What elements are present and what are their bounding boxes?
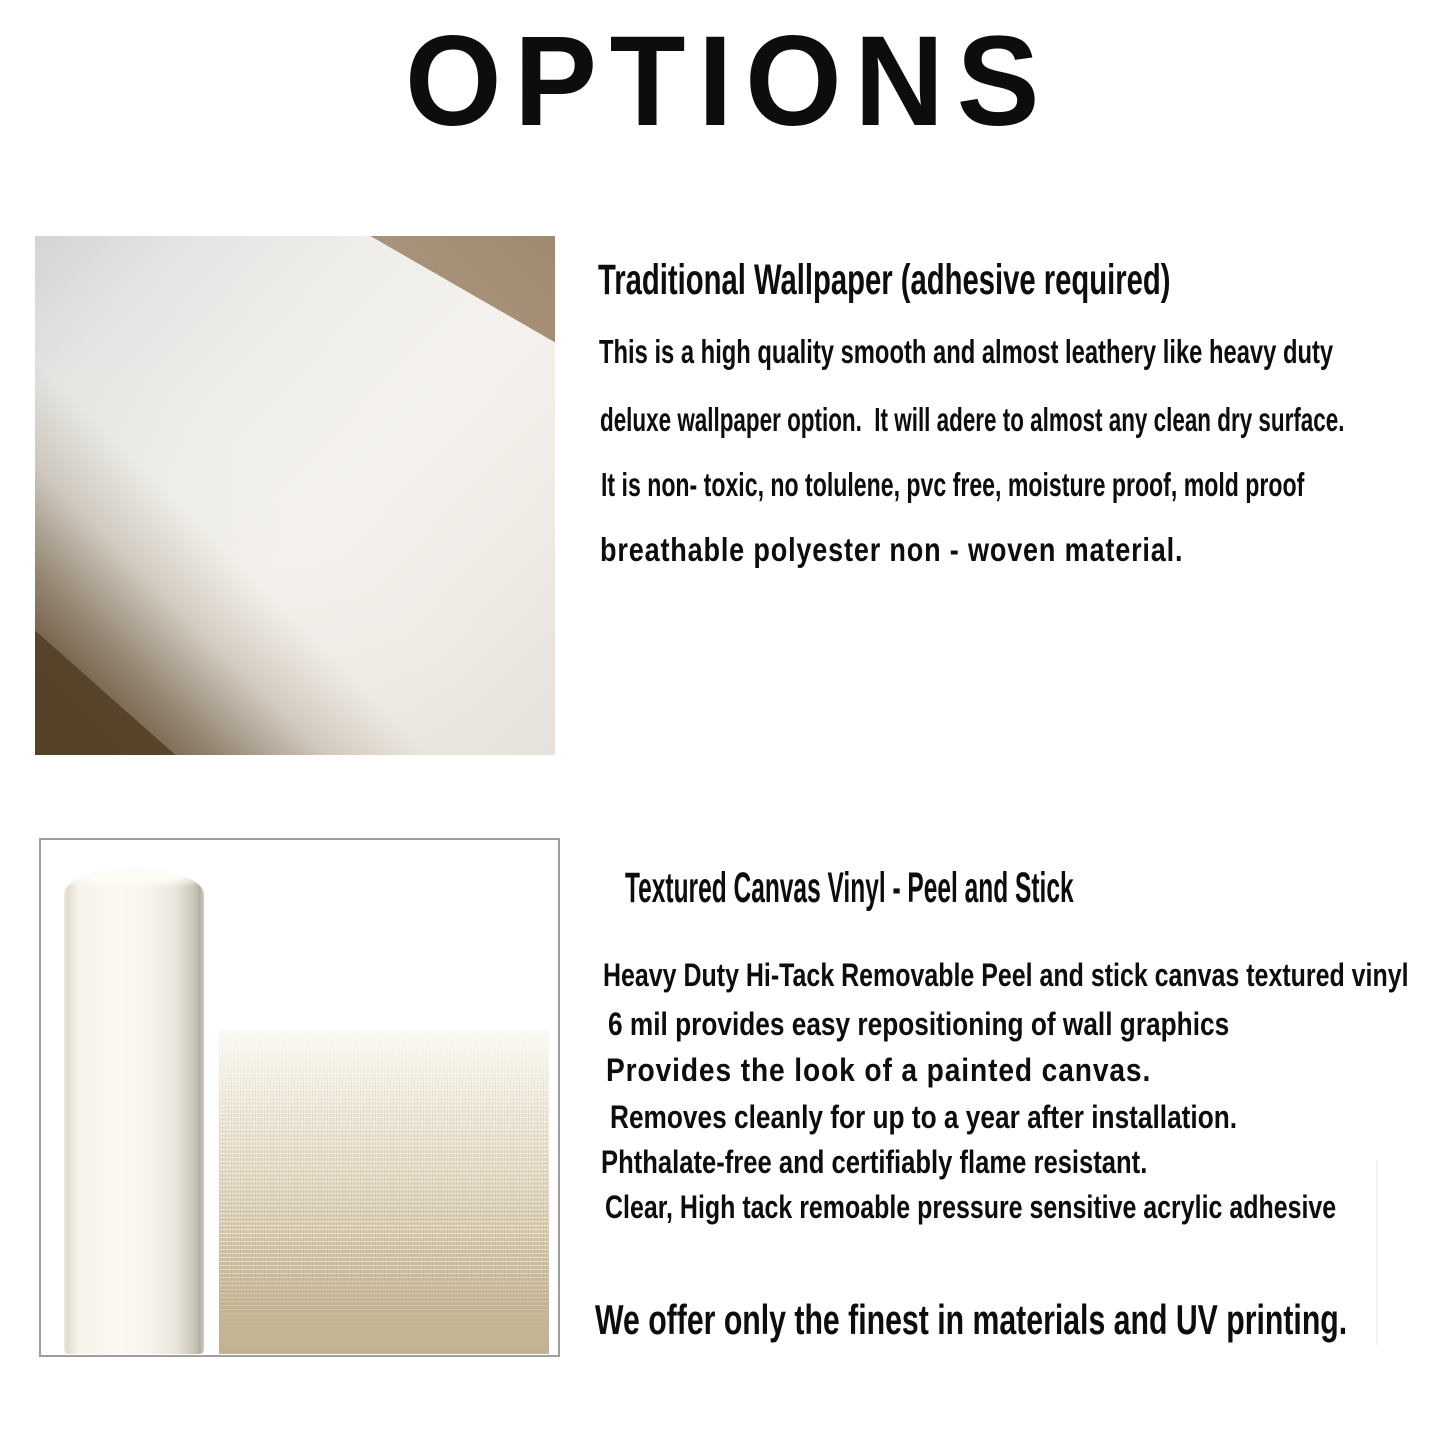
- scan-artifact-line: [1376, 1160, 1378, 1345]
- section-canvas-line: Clear, High tack remoable pressure sensitive acrylic adhesive: [605, 1189, 1337, 1225]
- section-traditional-line: This is a high quality smooth and almost leathery like heavy duty: [599, 333, 1334, 370]
- section-canvas-line: 6 mil provides easy repositioning of wall graphics: [608, 1006, 1230, 1042]
- canvas-texture: [219, 1030, 549, 1354]
- section-canvas-line: Provides the look of a painted canvas.: [606, 1052, 1152, 1088]
- section-canvas-line: Heavy Duty Hi-Tack Removable Peel and stick canvas textured vinyl: [603, 957, 1409, 993]
- section-canvas-line: Removes cleanly for up to a year after installation.: [610, 1099, 1238, 1135]
- section-traditional-line: It is non- toxic, no tolulene, pvc free, moisture proof, mold proof: [601, 466, 1305, 503]
- footer-claim: We offer only the finest in materials and UV printing.: [595, 1296, 1348, 1343]
- canvas-vinyl-photo: [39, 838, 560, 1357]
- photo-beige-corner: [35, 236, 555, 755]
- section-traditional-line: deluxe wallpaper option. It will adere to almost any clean dry surface.: [600, 401, 1345, 438]
- section-traditional-line: breathable polyester non - woven material.: [600, 531, 1184, 568]
- page-title: OPTIONS: [405, 10, 1053, 153]
- traditional-wallpaper-photo: [35, 236, 555, 755]
- photo-dark-corner: [35, 236, 555, 755]
- section-canvas-line: Phthalate-free and certifiably flame resistant.: [601, 1144, 1148, 1180]
- canvas-swatch: [219, 1030, 549, 1354]
- section-traditional-heading: Traditional Wallpaper (adhesive required): [598, 256, 1171, 304]
- vinyl-roll: [64, 868, 204, 1354]
- section-canvas-heading: Textured Canvas Vinyl - Peel and Stick: [625, 864, 1074, 912]
